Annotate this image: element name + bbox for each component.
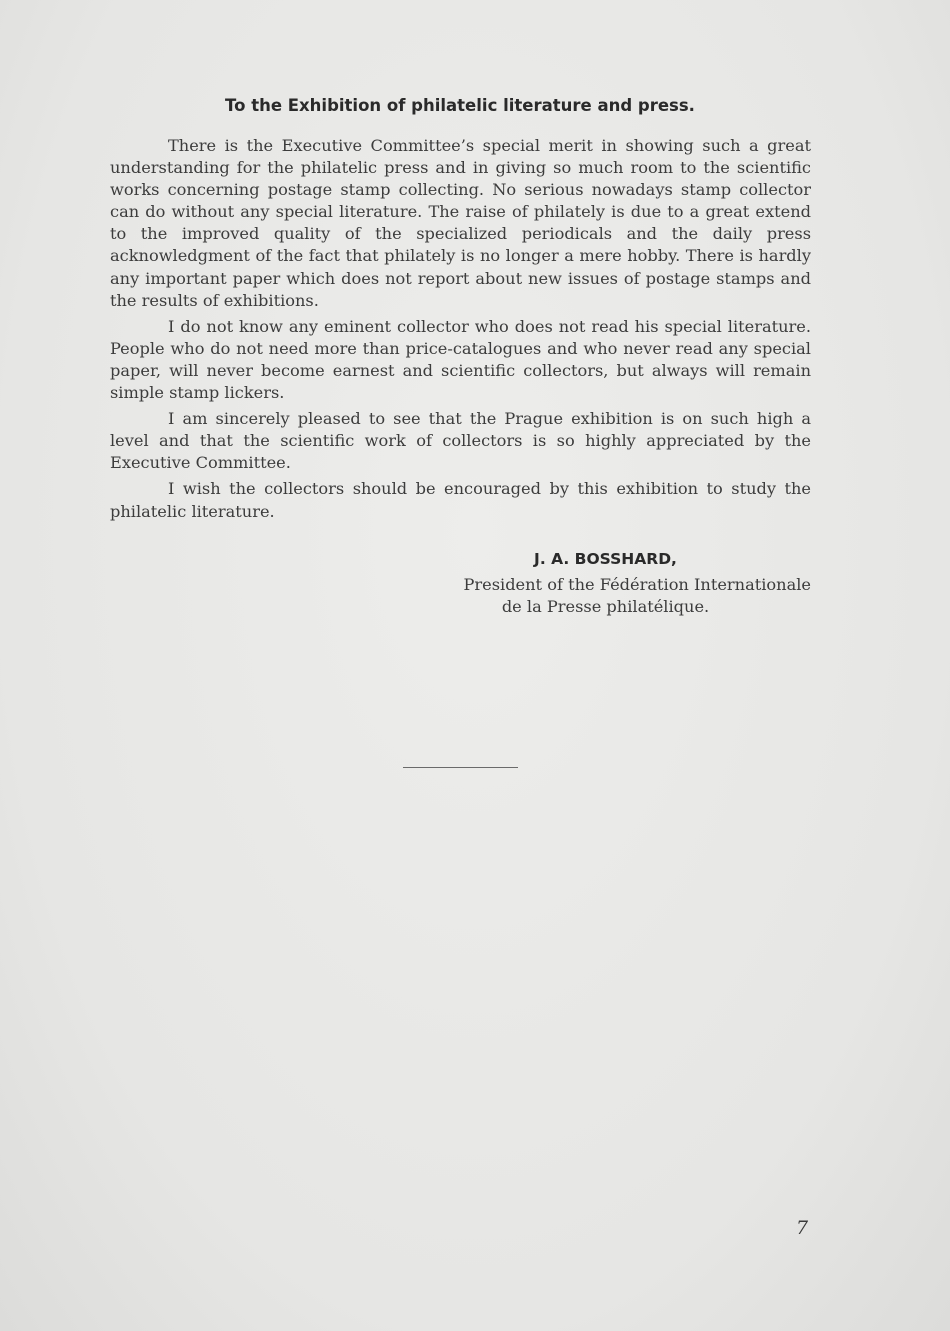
signature-title-line-2: de la Presse philatélique. <box>501 597 710 616</box>
signature-name: J. A. BOSSHARD, <box>534 550 677 568</box>
section-divider <box>403 767 518 768</box>
paragraph: There is the Executive Committee’s special merit in showing such a great understanding for the philatelic press and in giving so much room to the scientific works concerning postage stamp collecting. No serious nowadays stamp collector can do without any special literature. The raise of philately is due to a great extend to the improved quality of the specialized periodicals and the daily press acknowledgment of the fact that philately is no longer a mere hobby. There is hardly any important paper which does not report about new issues of postage stamps and the results of exhibitions. <box>110 136 811 310</box>
article-body <box>110 135 811 527</box>
paragraph: I do not know any eminent collector who does not read his special literature. People who do not need more than price-catalogues and who never read any special paper, will never become earnest and scientific collectors, but always will remain simple stamp lickers. <box>110 316 811 403</box>
signature-title-line-1: President of the Fédération Internationale <box>463 575 811 594</box>
page-number: 7 <box>796 1217 809 1239</box>
signature-block <box>400 550 811 618</box>
paragraph: I wish the collectors should be encouraged by this exhibition to study the philatelic literature. <box>110 479 811 521</box>
article-title: To the Exhibition of philatelic literature and press. <box>225 96 695 115</box>
paragraph: I am sincerely pleased to see that the Prague exhibition is on such high a level and that the scientific work of collectors is so highly appreciated by the Executive Committee. <box>110 409 811 473</box>
